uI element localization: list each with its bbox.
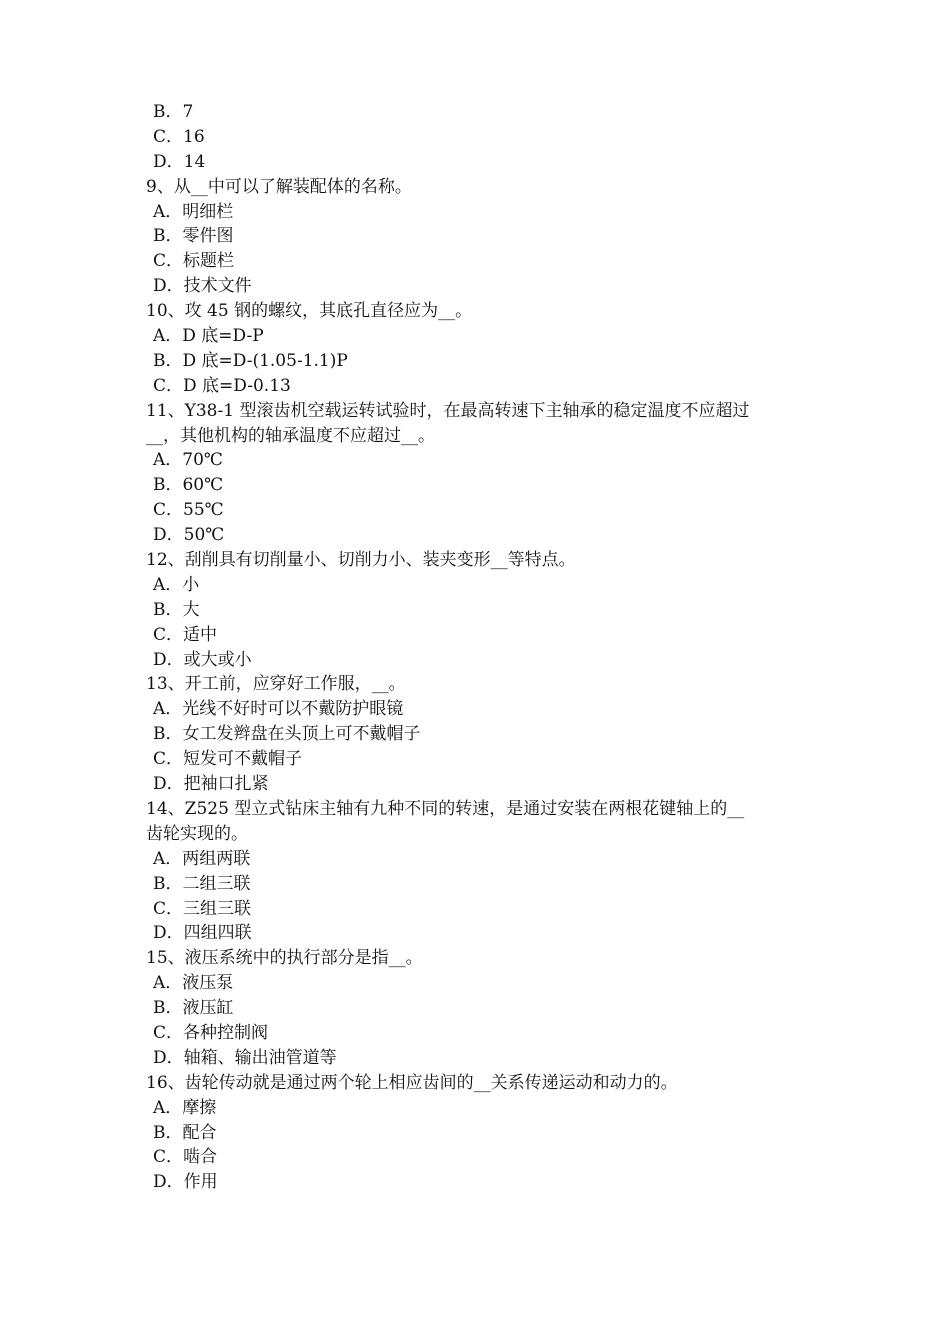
answer-option: A．小 <box>153 574 200 595</box>
document-body <box>146 100 816 1195</box>
question-text: 13、开工前，应穿好工作服，__。 <box>146 674 406 695</box>
answer-option: A．液压泵 <box>153 973 234 994</box>
answer-option: C．D 底=D-0.13 <box>153 375 291 396</box>
answer-option: D．把袖口扎紧 <box>153 774 269 795</box>
answer-option: B．零件图 <box>153 226 234 247</box>
question-text: 9、从__中可以了解装配体的名称。 <box>146 176 412 197</box>
answer-option: D．或大或小 <box>153 649 252 670</box>
answer-option: B．液压缸 <box>153 998 234 1019</box>
answer-option: B．60℃ <box>153 475 224 496</box>
answer-option: B．大 <box>153 599 200 620</box>
question-text: 15、液压系统中的执行部分是指__。 <box>146 948 423 969</box>
answer-option: B．D 底=D-(1.05-1.1)P <box>153 350 348 371</box>
question-text-continued: 齿轮实现的。 <box>146 823 248 844</box>
answer-option: C．啮合 <box>153 1147 218 1168</box>
question-text: 16、齿轮传动就是通过两个轮上相应齿间的__关系传递运动和动力的。 <box>146 1072 678 1093</box>
answer-option: B．二组三联 <box>153 873 251 894</box>
answer-option: C．适中 <box>153 624 218 645</box>
answer-option: C．16 <box>153 126 205 147</box>
answer-option: A．两组两联 <box>153 848 251 869</box>
answer-option: C．三组三联 <box>153 898 252 919</box>
answer-option: D．轴箱、输出油管道等 <box>153 1047 337 1068</box>
answer-option: A．明细栏 <box>153 201 234 222</box>
answer-option: A．70℃ <box>153 450 223 471</box>
answer-option: C．短发可不戴帽子 <box>153 749 303 770</box>
question-text: 14、Z525 型立式钻床主轴有九种不同的转速，是通过安装在两根花键轴上的__ <box>146 798 745 819</box>
question-text: 10、攻 45 钢的螺纹，其底孔直径应为__。 <box>146 301 473 322</box>
answer-option: A．摩擦 <box>153 1097 217 1118</box>
answer-option: D．14 <box>153 151 206 172</box>
answer-option: C．各种控制阀 <box>153 1022 269 1043</box>
answer-option: D．技术文件 <box>153 276 252 297</box>
answer-option: C．55℃ <box>153 500 224 521</box>
answer-option: B．配合 <box>153 1122 217 1143</box>
answer-option: B．女工发辫盘在头顶上可不戴帽子 <box>153 724 421 745</box>
answer-option: D．50℃ <box>153 525 225 546</box>
answer-option: D．四组四联 <box>153 923 252 944</box>
answer-option: B．7 <box>153 102 194 122</box>
answer-option: D．作用 <box>153 1172 218 1193</box>
question-text: 11、Y38-1 型滚齿机空载运转试验时，在最高转速下主轴承的稳定温度不应超过 <box>146 400 750 421</box>
answer-option: C．标题栏 <box>153 251 235 272</box>
answer-option: A．D 底=D-P <box>153 326 264 347</box>
question-text: 12、刮削具有切削量小、切削力小、装夹变形__等特点。 <box>146 550 576 571</box>
question-text-continued: __，其他机构的轴承温度不应超过__。 <box>146 425 435 446</box>
answer-option: A．光线不好时可以不戴防护眼镜 <box>153 699 404 720</box>
